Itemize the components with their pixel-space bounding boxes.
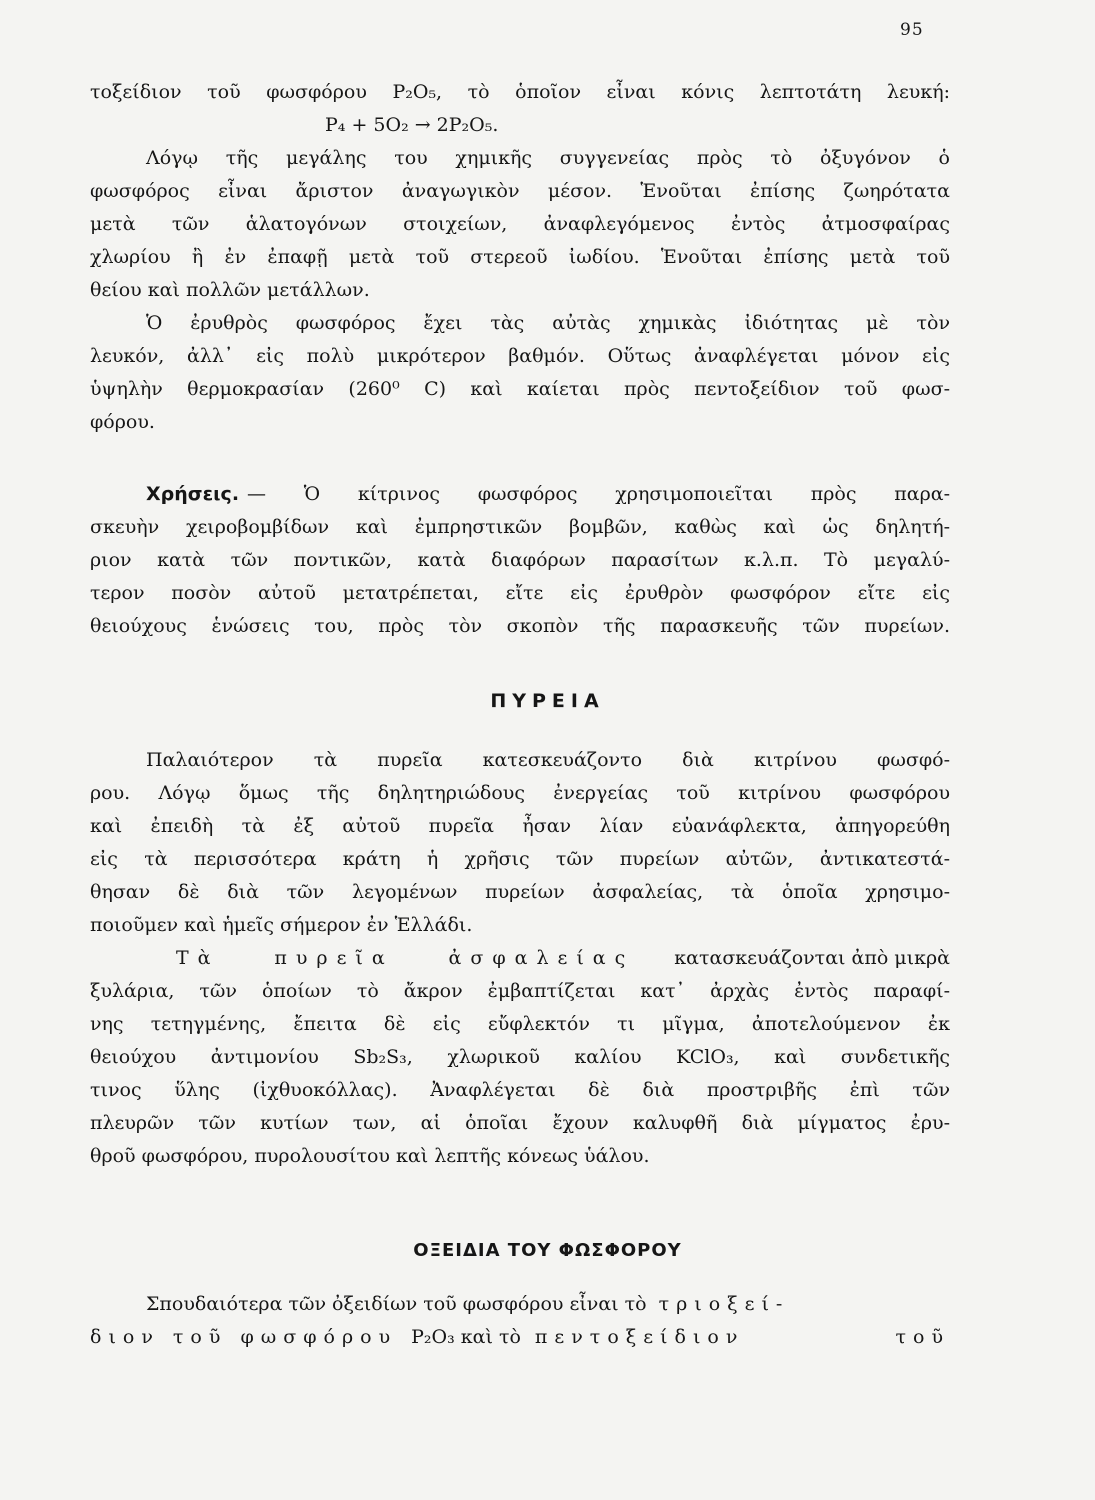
- text-line: πλευρῶν τῶν κυτίων των, αἱ ὁποῖαι ἔχουν καλυφθῆ διὰ μίγματος ἐρυ-: [90, 1112, 950, 1134]
- chemical-equation: P₄ + 5O₂ → 2P₂O₅.: [325, 114, 499, 136]
- uses-line-rest: — Ὁ κίτρινος φωσφόρος χρησιμοποιεῖται πρὸς παρα-: [247, 483, 950, 505]
- section-heading-pyreia: ΠΥΡΕΙΑ: [490, 690, 605, 712]
- text-line: μετὰ τῶν ἁλατογόνων στοιχείων, ἀναφλεγόμενος ἐντὸς ἀτμοσφαίρας: [90, 213, 950, 235]
- text-line: Παλαιότερον τὰ πυρεῖα κατεσκευάζοντο διὰ κιτρίνου φωσφό-: [146, 749, 950, 771]
- oxides-line-start: Σπουδαιότερα τῶν ὀξειδίων τοῦ φωσφόρου εἶναι τὸ: [146, 1293, 647, 1315]
- text-line: ξυλάρια, τῶν ὁποίων τὸ ἄκρον ἐμβαπτίζεται κατ᾽ ἀρχὰς ἐντὸς παραφί-: [90, 980, 950, 1002]
- section-heading-oxides: ΟΞΕΙΔΙΑ ΤΟΥ ΦΩΣΦΟΡΟΥ: [413, 1240, 682, 1261]
- text-line: [90, 1321, 950, 1354]
- text-line: καὶ ἐπειδὴ τὰ ἐξ αὐτοῦ πυρεῖα ἦσαν λίαν εὐανάφλεκτα, ἀπηγορεύθη: [90, 815, 950, 837]
- text-line: θείου καὶ πολλῶν μετάλλων.: [90, 279, 370, 301]
- text-line: τοξείδιον τοῦ φωσφόρου P₂O₅, τὸ ὁποῖον εἶναι κόνις λεπτοτάτη λευκή:: [90, 81, 950, 103]
- trioxide-term-cont: διον τοῦ φωσφόρου: [90, 1326, 398, 1348]
- text-line: εἰς τὰ περισσότερα κράτη ἡ χρῆσις τῶν πυρείων αὐτῶν, ἀντικατεστά-: [90, 848, 950, 870]
- text-line: θειούχους ἑνώσεις του, πρὸς τὸν σκοπὸν τῆς παρασκευῆς τῶν πυρείων.: [90, 615, 950, 637]
- text-line: [90, 942, 950, 975]
- text-block-uses: [90, 478, 950, 643]
- text-line: φόρου.: [90, 411, 155, 433]
- text-line: ριον κατὰ τῶν ποντικῶν, κατὰ διαφόρων παρασίτων κ.λ.π. Τὸ μεγαλύ-: [90, 549, 950, 571]
- text-line: λευκόν, ἀλλ᾽ εἰς πολὺ μικρότερον βαθμόν. Οὕτως ἀναφλέγεται μόνον εἰς: [90, 345, 950, 367]
- uses-label: Χρήσεις.: [146, 483, 240, 505]
- text-line: θροῦ φωσφόρου, πυρολουσίτου καὶ λεπτῆς κόνεως ὑάλου.: [90, 1145, 650, 1167]
- text-line: Ὁ ἐρυθρὸς φωσφόρος ἔχει τὰς αὐτὰς χημικὰς ἰδιότητας μὲ τὸν: [146, 312, 950, 334]
- text-line: [90, 478, 950, 511]
- pentoxide-term: πεντοξείδιον τοῦ: [534, 1326, 950, 1348]
- text-block-oxides: [90, 1288, 950, 1354]
- page-number: 95: [900, 20, 924, 40]
- text-line: ὑψηλὴν θερμοκρασίαν (260⁰ C) καὶ καίεται πρὸς πεντοξείδιον τοῦ φωσ-: [90, 378, 950, 400]
- text-line: χλωρίου ἢ ἐν ἐπαφῇ μετὰ τοῦ στερεοῦ ἰωδίου. Ἑνοῦται ἐπίσης μετὰ τοῦ: [90, 246, 950, 268]
- text-line: ποιοῦμεν καὶ ἡμεῖς σήμερον ἐν Ἑλλάδι.: [90, 914, 473, 936]
- text-line: [90, 1288, 950, 1321]
- safety-line-rest: κατασκευάζονται ἀπὸ μικρὰ: [674, 947, 950, 969]
- text-line: θειούχου ἀντιμονίου Sb₂S₃, χλωρικοῦ καλίου KClO₃, καὶ συνδετικῆς: [90, 1046, 950, 1068]
- text-block-pyreia: [90, 744, 950, 1173]
- oxides-line-mid: P₂O₃ καὶ τὸ: [411, 1326, 521, 1348]
- text-line: φωσφόρος εἶναι ἄριστον ἀναγωγικὸν μέσον. Ἑνοῦται ἐπίσης ζωηρότατα: [90, 180, 950, 202]
- text-line: ρου. Λόγῳ ὅμως τῆς δηλητηριώδους ἐνεργείας τοῦ κιτρίνου φωσφόρου: [90, 782, 950, 804]
- text-line: τινος ὕλης (ἰχθυοκόλλας). Ἀναφλέγεται δὲ διὰ προστριβῆς ἐπὶ τῶν: [90, 1079, 950, 1101]
- text-line: σκευὴν χειροβομβίδων καὶ ἐμπρηστικῶν βομβῶν, καθὼς καὶ ὡς δηλητή-: [90, 516, 950, 538]
- safety-matches-term: Τὰ πυρεῖα ἀσφαλείας: [176, 947, 635, 969]
- text-line: τερον ποσὸν αὐτοῦ μετατρέπεται, εἴτε εἰς ἐρυθρὸν φωσφόρον εἴτε εἰς: [90, 582, 950, 604]
- text-line: Λόγῳ τῆς μεγάλης του χημικῆς συγγενείας πρὸς τὸ ὀξυγόνον ὁ: [146, 147, 950, 169]
- text-line: θησαν δὲ διὰ τῶν λεγομένων πυρείων ἀσφαλείας, τὰ ὁποῖα χρησιμο-: [90, 881, 950, 903]
- trioxide-term: τριοξεί-: [658, 1293, 790, 1315]
- text-line: νης τετηγμένης, ἔπειτα δὲ εἰς εὔφλεκτόν τι μῖγμα, ἀποτελούμενον ἐκ: [90, 1013, 950, 1035]
- text-block-phosphorus: [90, 76, 950, 439]
